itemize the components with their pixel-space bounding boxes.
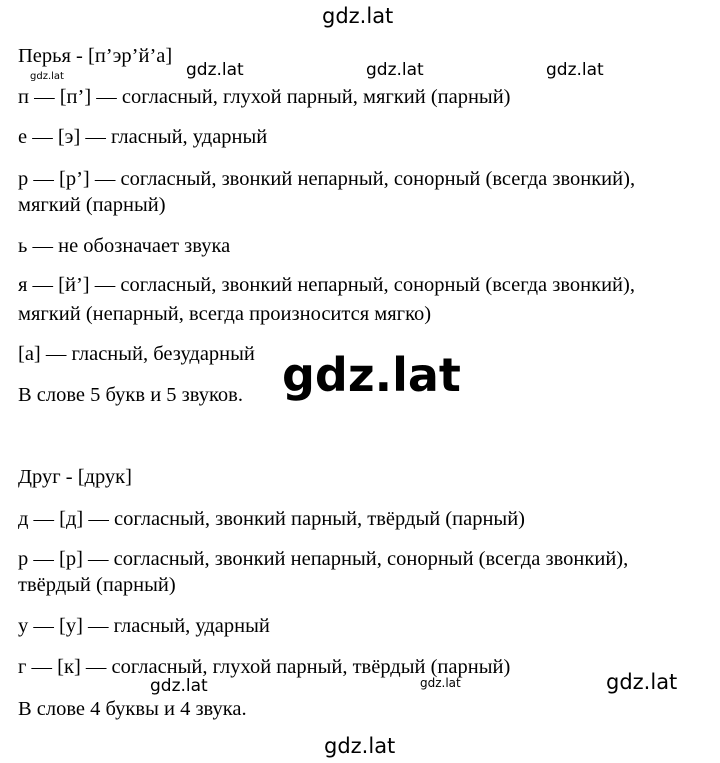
phonetic-line: твёрдый (парный) <box>18 574 176 596</box>
watermark: gdz.lat <box>366 60 424 80</box>
watermark: gdz.lat <box>546 60 604 80</box>
watermark: gdz.lat <box>186 60 244 80</box>
phonetic-line: у — [у] — гласный, ударный <box>18 615 270 637</box>
watermark-big: gdz.lat <box>282 348 461 402</box>
word2-heading: Друг - [друк] <box>18 466 132 488</box>
phonetic-line: п — [п’] — согласный, глухой парный, мягкий (парный) <box>18 86 511 108</box>
watermark-small: gdz.lat <box>420 676 461 690</box>
phonetic-line: [а] — гласный, безударный <box>18 343 255 365</box>
phonetic-line: г — [к] — согласный, глухой парный, твёрдый (парный) <box>18 656 511 678</box>
watermark: gdz.lat <box>606 670 678 694</box>
phonetic-line: д — [д] — согласный, звонкий парный, твёрдый (парный) <box>18 508 525 530</box>
word1-summary: В слове 5 букв и 5 звуков. <box>18 384 243 406</box>
phonetic-line: е — [э] — гласный, ударный <box>18 126 268 148</box>
watermark: gdz.lat <box>150 676 208 696</box>
word2-summary: В слове 4 буквы и 4 звука. <box>18 698 247 720</box>
watermark-top: gdz.lat <box>322 4 394 28</box>
phonetic-line: мягкий (парный) <box>18 194 166 216</box>
watermark-small: gdz.lat <box>30 71 64 82</box>
phonetic-line: я — [й’] — согласный, звонкий непарный, сонорный (всегда звонкий), <box>18 274 635 296</box>
watermark-bottom: gdz.lat <box>324 734 396 758</box>
word1-heading: Перья - [п’эр’й’а] <box>18 45 173 67</box>
phonetic-line: р — [р’] — согласный, звонкий непарный, сонорный (всегда звонкий), <box>18 168 636 190</box>
phonetic-line: р — [р] — согласный, звонкий непарный, сонорный (всегда звонкий), <box>18 548 629 570</box>
phonetic-line: мягкий (непарный, всегда произносится мягко) <box>18 303 432 325</box>
phonetic-line: ь — не обозначает звука <box>18 235 231 257</box>
